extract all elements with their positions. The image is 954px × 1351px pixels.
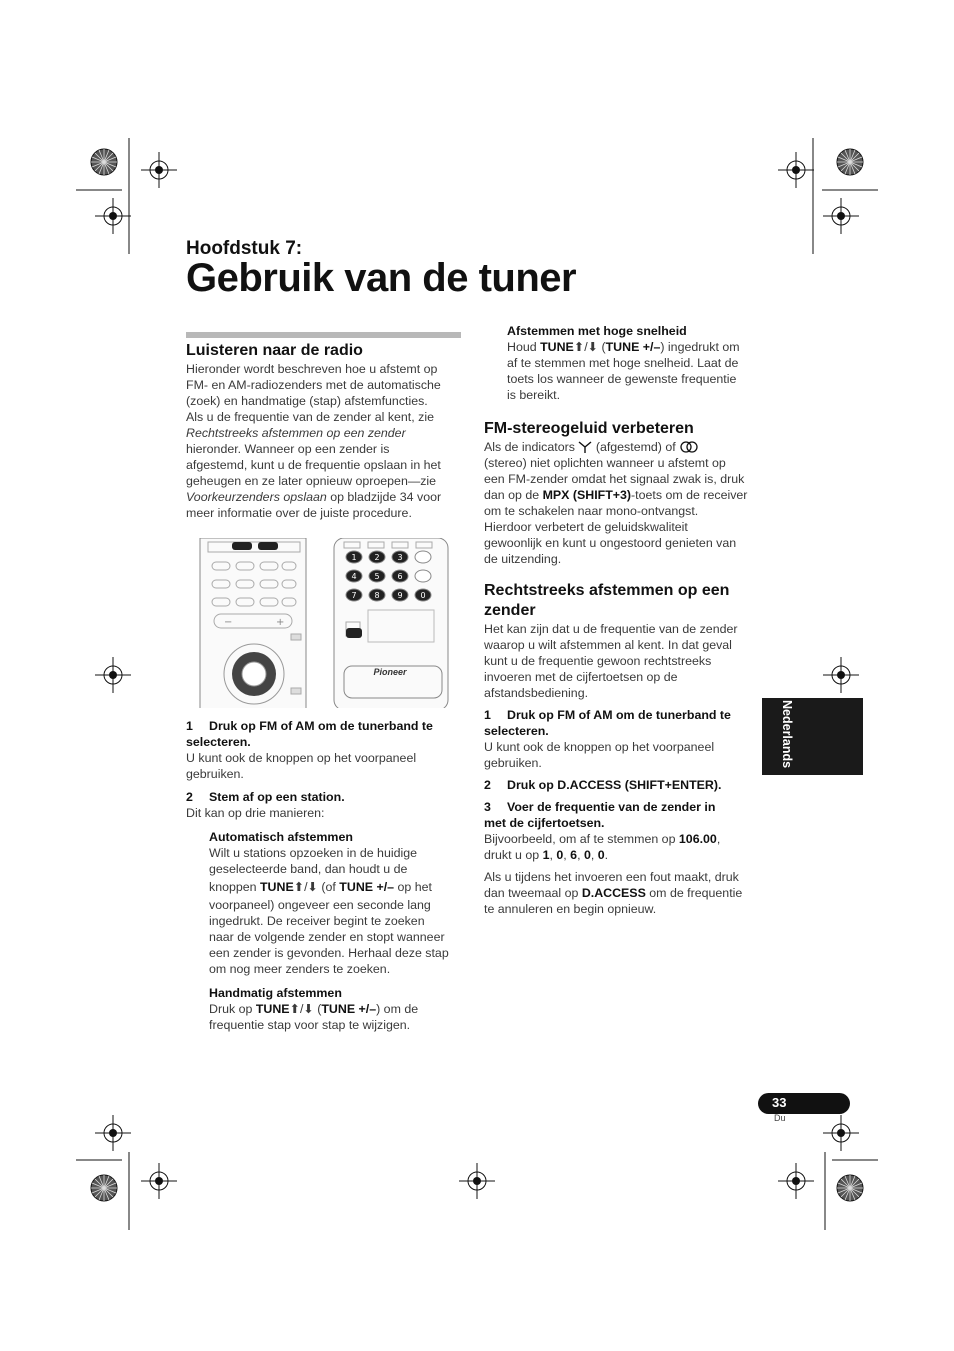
error-line: te annuleren en begin opnieuw. (484, 902, 657, 916)
remote-illustration (196, 538, 450, 708)
language-code: Du (774, 1113, 786, 1123)
tuned-antenna-icon (578, 441, 592, 453)
page-title: Gebruik van de tuner (186, 256, 577, 300)
fm-line: Hierdoor verbetert de geluidskwaliteit (484, 520, 688, 534)
remote-key-label: 3 (397, 553, 403, 562)
direct-line: Het kan zijn dat u de frequentie van de zender (484, 622, 738, 636)
r-step-3-title: 3 Voer de frequentie van de zender in (484, 800, 716, 814)
direct-heading-cont: zender (484, 602, 536, 619)
page-number: 33 (772, 1095, 787, 1110)
fm-heading: FM-stereogeluid verbeteren (484, 420, 694, 437)
remote-key-label: 4 (351, 572, 357, 581)
auto-tune-line: geselecteerde band, dan houdt u de (209, 862, 408, 876)
chapter-label: Hoofdstuk 7: (186, 238, 303, 259)
arrow-up-down-icon: ⬆/⬇ (573, 340, 599, 354)
remote-key-label: 5 (374, 572, 380, 581)
fm-line: om te schakelen naar mono-ontvangst. (484, 504, 699, 518)
remote-key-label: 2 (374, 553, 380, 562)
r-step-3-title-cont: met de cijfertoetsen. (484, 816, 605, 830)
manual-tune-line: Druk op TUNE⬆/⬇ (TUNE +/–) om de (209, 1002, 419, 1016)
fm-line: Als de indicators (afgestemd) of (484, 439, 764, 455)
intro-line: hieronder. Wanneer op een zender is (186, 442, 390, 456)
remote-key-label: 9 (397, 591, 403, 600)
intro-line: Als u de frequentie van de zender al kent, zie (186, 410, 434, 424)
fm-line: dan op de MPX (SHIFT+3)-toets om de receiver (484, 488, 748, 502)
auto-tune-line: om nog meer zenders te zoeken. (209, 962, 391, 976)
fm-line: (stereo) niet oplichten wanneer u afstemt op (484, 456, 726, 470)
fast-tune-line: is bereikt. (507, 388, 561, 402)
section-heading: Luisteren naar de radio (186, 342, 363, 359)
step-2-body: Dit kan op drie manieren: (186, 806, 325, 820)
intro-link: Rechtstreeks afstemmen op een zender (186, 426, 406, 440)
brand-logo: Pioneer (373, 667, 407, 677)
intro-line: (zoek) en handmatige (stap) afstemfuncties. (186, 394, 428, 408)
step-1-body: gebruiken. (186, 767, 244, 781)
remote-key-label: 6 (397, 572, 403, 581)
error-line: dan tweemaal op D.ACCESS om de frequentie (484, 886, 743, 900)
error-line: Als u tijdens het invoeren een fout maakt, druk (484, 870, 739, 884)
r-step-3-body: drukt u op 1, 0, 6, 0, 0. (484, 848, 609, 862)
direct-heading: Rechtstreeks afstemmen op een (484, 582, 730, 599)
arrow-up-down-icon: ⬆/⬇ (289, 1002, 314, 1016)
step-1-body: U kunt ook de knoppen op het voorpaneel (186, 751, 417, 765)
auto-tune-title: Automatisch afstemmen (209, 830, 353, 844)
remote-key (415, 570, 431, 582)
direct-line: invoeren met de cijfertoetsen op de (484, 670, 678, 684)
r-step-1-title-cont: selecteren. (484, 724, 549, 738)
language-tab-label: Nederlands (780, 700, 794, 769)
auto-tune-line: knoppen TUNE⬆/⬇ (of TUNE +/– op het (209, 880, 432, 894)
direct-line: kunt u de frequentie gewoon rechtstreeks (484, 654, 712, 668)
auto-tune-line: naar de volgende zender en stopt wanneer (209, 930, 445, 944)
fm-line: een FM-zender omdat het signaal zwak is, druk (484, 472, 745, 486)
manual-tune-line: frequentie stap voor stap te wijzigen. (209, 1018, 411, 1032)
intro-line: meer informatie over de juiste procedure. (186, 506, 412, 520)
intro-line: afgestemd, kunt u de frequentie opslaan in het (186, 458, 441, 472)
remote-key-label: 8 (374, 591, 380, 600)
fm-line: de uitzending. (484, 552, 562, 566)
left-steps (186, 718, 466, 1033)
stereo-icon (679, 441, 699, 453)
r-step-3-body: Bijvoorbeeld, om af te stemmen op 106.00, (484, 832, 721, 846)
fm-line: gewoonlijk en kunt u ongestoord genieten van (484, 536, 737, 550)
r-step-1-body: U kunt ook de knoppen op het voorpaneel (484, 740, 715, 754)
left-column (186, 341, 466, 521)
direct-line: afstandsbediening. (484, 686, 589, 700)
step-1-title-cont: selecteren. (186, 735, 251, 749)
remote-key-label: 1 (351, 553, 357, 562)
fast-tune-title: Afstemmen met hoge snelheid (507, 324, 687, 338)
r-step-2-title: 2 Druk op D.ACCESS (SHIFT+ENTER). (484, 778, 722, 792)
svg-text:−: − (224, 617, 233, 628)
step-2-title: 2 Stem af op een station. (186, 790, 345, 804)
auto-tune-line: Wilt u stations opzoeken in de huidige (209, 846, 418, 860)
intro-line: FM- en AM-radiozenders met de automatische (186, 378, 441, 392)
language-tab (762, 698, 863, 775)
fast-tune-line: toets los wanneer de gewenste frequentie (507, 372, 737, 386)
fast-tune-line: af te stemmen met hoge snelheid. Laat de (507, 356, 739, 370)
svg-text:+: + (276, 617, 285, 628)
arrow-up-down-icon: ⬆/⬇ (293, 880, 318, 894)
step-1-title: 1 Druk op FM of AM om de tunerband te (186, 719, 433, 733)
auto-tune-line: een zender is gevonden. Herhaal deze stap (209, 946, 449, 960)
section-rule (186, 332, 461, 338)
r-step-1-body: gebruiken. (484, 756, 542, 770)
r-step-1-title: 1 Druk op FM of AM om de tunerband te (484, 708, 731, 722)
intro-line: Hieronder wordt beschreven hoe u afstemt op (186, 362, 438, 376)
remote-key (415, 551, 431, 563)
auto-tune-line: voorpaneel) ongeveer een seconde lang (209, 898, 431, 912)
intro-line: Voorkeurzenders opslaan op bladzijde 34 voor (186, 490, 442, 504)
remote-key-label: 7 (351, 591, 357, 600)
intro-line: geheugen en ze later opnieuw oproepen—zie (186, 474, 437, 488)
right-column (484, 323, 764, 917)
fast-tune-line: Houd TUNE⬆/⬇ (TUNE +/–) ingedrukt om (507, 340, 740, 354)
manual-tune-title: Handmatig afstemmen (209, 986, 342, 1000)
auto-tune-line: ingedrukt. De receiver begint te zoeken (209, 914, 425, 928)
remote-key-label: 0 (420, 591, 426, 600)
direct-line: waarop u wilt afstemmen al kent. In dat geval (484, 638, 732, 652)
